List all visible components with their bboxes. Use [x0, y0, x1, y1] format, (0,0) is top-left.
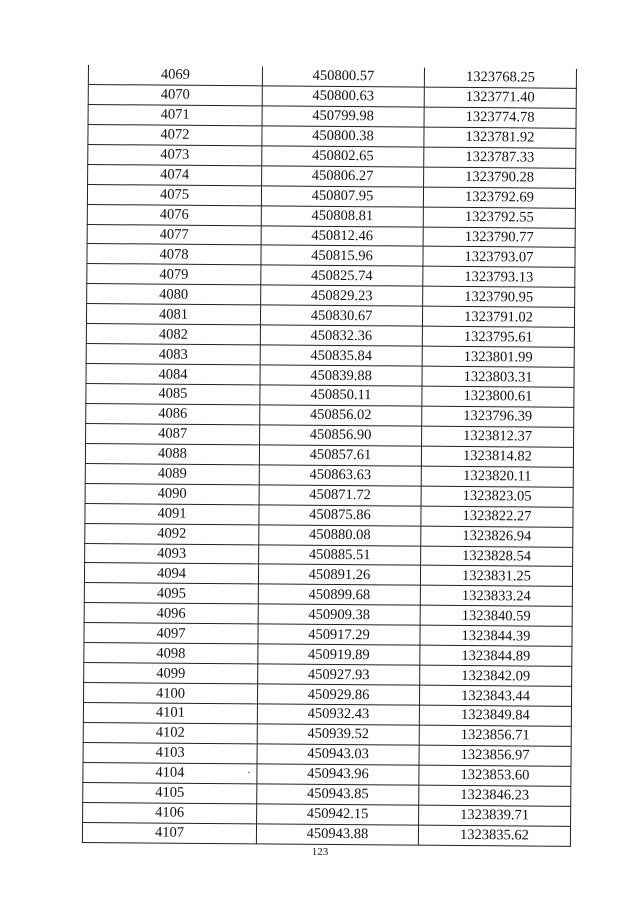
x-coordinate-cell: 450943.96	[257, 764, 419, 785]
point-id-cell: 4100	[83, 683, 257, 704]
point-id-cell: 4099	[84, 663, 258, 684]
point-id-cell: 4085	[86, 383, 260, 404]
x-coordinate-cell: 450839.88	[260, 365, 422, 386]
x-coordinate-cell: 450800.63	[262, 86, 424, 107]
y-coordinate-cell: 1323768.25	[424, 68, 576, 89]
point-id-cell: 4070	[88, 84, 262, 105]
y-coordinate-cell: 1323796.39	[422, 406, 574, 427]
y-coordinate-cell: 1323771.40	[424, 87, 576, 108]
scan-speck	[248, 772, 250, 773]
coordinate-table-body	[82, 65, 576, 846]
point-id-cell: 4103	[83, 742, 257, 763]
point-id-cell: 4079	[87, 264, 261, 285]
point-id-cell: 4077	[87, 224, 261, 245]
y-coordinate-cell: 1323856.71	[419, 725, 571, 746]
y-coordinate-cell: 1323828.54	[421, 546, 573, 567]
x-coordinate-cell: 450943.88	[256, 823, 418, 844]
x-coordinate-cell: 450807.95	[261, 185, 423, 206]
x-coordinate-cell: 450799.98	[262, 106, 424, 127]
x-coordinate-cell: 450857.61	[259, 445, 421, 466]
x-coordinate-cell: 450943.85	[257, 784, 419, 805]
point-id-cell: 4075	[87, 184, 261, 205]
y-coordinate-cell: 1323822.27	[421, 506, 573, 527]
y-coordinate-cell: 1323844.89	[420, 645, 572, 666]
x-coordinate-cell: 450929.86	[257, 684, 419, 705]
x-coordinate-cell: 450802.65	[262, 146, 424, 167]
y-coordinate-cell: 1323839.71	[419, 805, 571, 826]
point-id-cell: 4104	[83, 762, 257, 783]
y-coordinate-cell: 1323787.33	[424, 147, 576, 168]
y-coordinate-cell: 1323812.37	[422, 426, 574, 447]
y-coordinate-cell: 1323790.95	[423, 286, 575, 307]
point-id-cell: 4088	[85, 443, 259, 464]
point-id-cell: 4069	[88, 65, 262, 86]
point-id-cell: 4107	[82, 822, 256, 843]
point-id-cell: 4086	[86, 403, 260, 424]
y-coordinate-cell: 1323856.97	[419, 745, 571, 766]
y-coordinate-cell: 1323814.82	[421, 446, 573, 467]
x-coordinate-cell: 450835.84	[260, 345, 422, 366]
x-coordinate-cell: 450806.27	[262, 166, 424, 187]
x-coordinate-cell: 450909.38	[258, 604, 420, 625]
x-coordinate-cell: 450830.67	[260, 305, 422, 326]
x-coordinate-cell: 450919.89	[258, 644, 420, 665]
y-coordinate-cell: 1323790.28	[424, 167, 576, 188]
point-id-cell: 4080	[87, 284, 261, 305]
x-coordinate-cell: 450932.43	[257, 704, 419, 725]
x-coordinate-cell: 450800.38	[262, 126, 424, 147]
x-coordinate-cell: 450899.68	[258, 584, 420, 605]
y-coordinate-cell: 1323792.69	[423, 187, 575, 208]
x-coordinate-cell: 450927.93	[258, 664, 420, 685]
y-coordinate-cell: 1323853.60	[419, 765, 571, 786]
point-id-cell: 4071	[88, 104, 262, 125]
y-coordinate-cell: 1323792.55	[423, 207, 575, 228]
x-coordinate-cell: 450891.26	[258, 564, 420, 585]
x-coordinate-cell: 450917.29	[258, 624, 420, 645]
x-coordinate-cell: 450880.08	[259, 524, 421, 545]
y-coordinate-cell: 1323844.39	[420, 625, 572, 646]
y-coordinate-cell: 1323793.13	[423, 267, 575, 288]
point-id-cell: 4092	[85, 523, 259, 544]
y-coordinate-cell: 1323840.59	[420, 605, 572, 626]
y-coordinate-cell: 1323846.23	[419, 785, 571, 806]
y-coordinate-cell: 1323790.77	[423, 227, 575, 248]
y-coordinate-cell: 1323842.09	[420, 665, 572, 686]
point-id-cell: 4090	[85, 483, 259, 504]
x-coordinate-cell: 450800.57	[262, 66, 424, 87]
y-coordinate-cell: 1323831.25	[420, 566, 572, 587]
point-id-cell: 4089	[85, 463, 259, 484]
x-coordinate-cell: 450829.23	[261, 285, 423, 306]
point-id-cell: 4105	[83, 782, 257, 803]
x-coordinate-cell: 450943.03	[257, 744, 419, 765]
y-coordinate-cell: 1323820.11	[421, 466, 573, 487]
point-id-cell: 4106	[83, 802, 257, 823]
point-id-cell: 4081	[86, 304, 260, 325]
x-coordinate-cell: 450808.81	[261, 205, 423, 226]
point-id-cell: 4083	[86, 344, 260, 365]
coordinate-table	[82, 65, 577, 846]
y-coordinate-cell: 1323803.31	[422, 366, 574, 387]
point-id-cell: 4098	[84, 643, 258, 664]
y-coordinate-cell: 1323826.94	[421, 526, 573, 547]
y-coordinate-cell: 1323781.92	[424, 127, 576, 148]
y-coordinate-cell: 1323849.84	[419, 705, 571, 726]
point-id-cell: 4097	[84, 623, 258, 644]
x-coordinate-cell: 450812.46	[261, 225, 423, 246]
y-coordinate-cell: 1323800.61	[422, 386, 574, 407]
x-coordinate-cell: 450942.15	[257, 804, 419, 825]
point-id-cell: 4096	[84, 603, 258, 624]
x-coordinate-cell: 450825.74	[261, 265, 423, 286]
x-coordinate-cell: 450885.51	[259, 544, 421, 565]
y-coordinate-cell: 1323835.62	[418, 825, 570, 846]
point-id-cell: 4072	[88, 124, 262, 145]
x-coordinate-cell: 450856.90	[260, 425, 422, 446]
point-id-cell: 4076	[87, 204, 261, 225]
y-coordinate-cell: 1323774.78	[424, 107, 576, 128]
x-coordinate-cell: 450871.72	[259, 485, 421, 506]
point-id-cell: 4078	[87, 244, 261, 265]
point-id-cell: 4102	[83, 722, 257, 743]
x-coordinate-cell: 450939.52	[257, 724, 419, 745]
x-coordinate-cell: 450815.96	[261, 245, 423, 266]
y-coordinate-cell: 1323801.99	[422, 346, 574, 367]
y-coordinate-cell: 1323843.44	[419, 685, 571, 706]
x-coordinate-cell: 450850.11	[260, 385, 422, 406]
y-coordinate-cell: 1323795.61	[422, 326, 574, 347]
point-id-cell: 4074	[88, 164, 262, 185]
point-id-cell: 4101	[83, 702, 257, 723]
point-id-cell: 4091	[85, 503, 259, 524]
y-coordinate-cell: 1323791.02	[422, 306, 574, 327]
point-id-cell: 4095	[84, 583, 258, 604]
point-id-cell: 4087	[86, 423, 260, 444]
y-coordinate-cell: 1323823.05	[421, 486, 573, 507]
point-id-cell: 4082	[86, 324, 260, 345]
point-id-cell: 4084	[86, 364, 260, 385]
x-coordinate-cell: 450875.86	[259, 504, 421, 525]
point-id-cell: 4094	[84, 563, 258, 584]
y-coordinate-cell: 1323793.07	[423, 247, 575, 268]
x-coordinate-cell: 450832.36	[260, 325, 422, 346]
point-id-cell: 4073	[88, 144, 262, 165]
x-coordinate-cell: 450856.02	[260, 405, 422, 426]
x-coordinate-cell: 450863.63	[259, 465, 421, 486]
page-number: 123	[311, 846, 329, 858]
table-row	[82, 822, 570, 846]
y-coordinate-cell: 1323833.24	[420, 586, 572, 607]
point-id-cell: 4093	[85, 543, 259, 564]
